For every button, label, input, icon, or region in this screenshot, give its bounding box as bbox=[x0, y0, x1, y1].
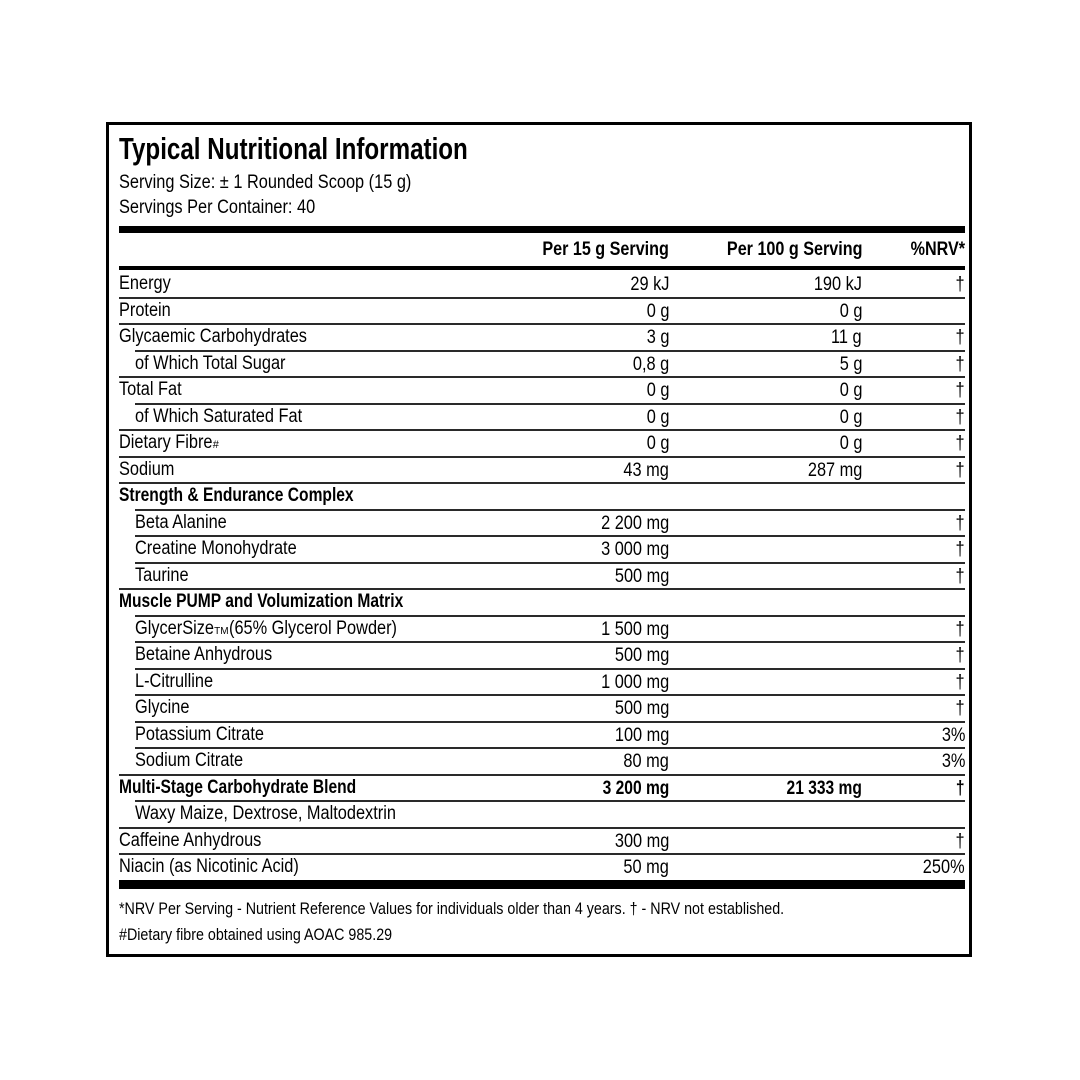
row-label bbox=[119, 776, 368, 800]
value-per-100g bbox=[662, 829, 862, 855]
value-per-serving bbox=[449, 776, 669, 802]
value-nrv-text: † bbox=[955, 512, 965, 534]
value-per-serving bbox=[449, 855, 669, 881]
row-label bbox=[135, 564, 188, 588]
column-header-per-serving bbox=[449, 233, 669, 266]
value-per-serving bbox=[449, 299, 669, 325]
value-nrv bbox=[865, 723, 965, 749]
value-per-100g bbox=[662, 431, 862, 457]
table-row bbox=[119, 350, 965, 377]
table-section-row bbox=[119, 774, 965, 801]
table-row bbox=[119, 297, 965, 324]
column-header-nrv-text: %NRV* bbox=[910, 239, 965, 260]
serving-size bbox=[119, 172, 459, 194]
value-per-100g bbox=[662, 670, 862, 696]
bottom-thick-rule bbox=[119, 880, 965, 889]
value-nrv bbox=[865, 749, 965, 775]
row-label bbox=[119, 590, 417, 614]
value-per-100g-text: 0 g bbox=[839, 380, 862, 401]
value-per-100g bbox=[662, 405, 862, 431]
value-per-serving bbox=[449, 670, 669, 696]
value-nrv bbox=[865, 696, 965, 722]
row-label bbox=[119, 431, 219, 457]
value-per-100g bbox=[662, 776, 862, 802]
value-per-serving-text: 2 200 mg bbox=[600, 512, 669, 534]
panel-title-text: Typical Nutritional Information bbox=[119, 131, 468, 166]
row-label-text: L-Citrulline bbox=[135, 670, 214, 692]
value-nrv bbox=[865, 272, 965, 298]
value-nrv-text: † bbox=[955, 645, 965, 666]
value-nrv-text: † bbox=[955, 274, 965, 295]
value-per-serving-text: 80 mg bbox=[623, 751, 669, 772]
row-label-text: Glycine bbox=[135, 697, 190, 718]
value-nrv bbox=[865, 352, 965, 378]
value-nrv bbox=[865, 564, 965, 590]
value-per-100g bbox=[662, 617, 862, 643]
value-per-serving bbox=[449, 352, 669, 378]
value-per-serving bbox=[449, 458, 669, 484]
panel-title bbox=[119, 131, 566, 167]
footnote-fibre-text: #Dietary fibre obtained using AOAC 985.29 bbox=[119, 925, 393, 944]
value-per-serving bbox=[449, 325, 669, 351]
value-nrv bbox=[865, 325, 965, 351]
value-nrv bbox=[865, 829, 965, 855]
value-nrv-text: † bbox=[955, 539, 965, 560]
value-nrv-text: 3% bbox=[941, 751, 965, 772]
value-nrv-text: † bbox=[955, 406, 965, 428]
row-label bbox=[135, 670, 213, 694]
trademark-mark: TM bbox=[214, 625, 229, 637]
row-label-text: Sodium Citrate bbox=[135, 750, 244, 771]
value-per-serving bbox=[449, 829, 669, 855]
footnote-nrv bbox=[119, 898, 911, 920]
row-label bbox=[135, 537, 297, 561]
row-label-text: Potassium Citrate bbox=[135, 723, 264, 745]
column-header-nrv bbox=[865, 233, 965, 266]
value-per-100g-text: 287 mg bbox=[807, 459, 862, 481]
row-label bbox=[135, 511, 227, 535]
value-nrv bbox=[865, 590, 965, 616]
value-nrv-text: † bbox=[955, 830, 965, 852]
row-label-text: Glycaemic Carbohydrates bbox=[119, 326, 307, 347]
row-label-text: Waxy Maize, Dextrose, Maltodextrin bbox=[135, 803, 396, 824]
table-row bbox=[119, 403, 965, 430]
value-per-100g-text: 0 g bbox=[839, 300, 862, 322]
row-label bbox=[119, 299, 171, 323]
value-per-serving-text: 1 000 mg bbox=[600, 671, 669, 693]
column-header-per-100g-text: Per 100 g Serving bbox=[726, 239, 862, 260]
value-nrv-text: † bbox=[955, 353, 965, 375]
value-per-serving bbox=[449, 431, 669, 457]
value-nrv bbox=[865, 484, 965, 510]
row-label bbox=[119, 325, 307, 349]
table-row bbox=[119, 323, 965, 350]
value-nrv bbox=[865, 431, 965, 457]
value-per-100g bbox=[662, 696, 862, 722]
table-row bbox=[119, 694, 965, 721]
row-label bbox=[135, 617, 396, 644]
value-per-100g bbox=[662, 590, 862, 616]
value-nrv-text: † bbox=[955, 433, 965, 454]
row-label-text: of Which Total Sugar bbox=[135, 352, 286, 374]
value-per-serving bbox=[449, 749, 669, 775]
servings-per-container-text: Servings Per Container: 40 bbox=[119, 197, 316, 218]
row-label bbox=[119, 458, 174, 482]
table-section-row bbox=[119, 588, 965, 615]
value-per-serving bbox=[449, 643, 669, 669]
value-per-serving bbox=[449, 564, 669, 590]
value-nrv bbox=[865, 511, 965, 537]
value-per-100g bbox=[662, 484, 862, 510]
top-thick-rule bbox=[119, 226, 965, 233]
value-per-serving-text: 100 mg bbox=[614, 724, 669, 746]
value-per-serving-text: 0,8 g bbox=[632, 353, 669, 375]
value-nrv-text: † bbox=[955, 618, 965, 640]
value-per-serving bbox=[449, 511, 669, 537]
serving-size-text: Serving Size: ± 1 Rounded Scoop (15 g) bbox=[119, 172, 412, 193]
value-per-100g bbox=[662, 299, 862, 325]
row-label-text: Sodium bbox=[119, 458, 175, 480]
row-label bbox=[135, 643, 273, 667]
value-nrv bbox=[865, 537, 965, 563]
value-per-100g-text: 5 g bbox=[839, 353, 862, 375]
table-section-row bbox=[119, 482, 965, 509]
table-row bbox=[119, 827, 965, 854]
row-label bbox=[135, 405, 302, 429]
row-label-text: Caffeine Anhydrous bbox=[119, 829, 262, 851]
value-per-serving-text: 29 kJ bbox=[629, 274, 669, 295]
value-per-100g bbox=[662, 564, 862, 590]
value-nrv-text: † bbox=[955, 380, 965, 401]
table-row bbox=[119, 429, 965, 456]
value-per-100g bbox=[662, 352, 862, 378]
value-per-100g bbox=[662, 855, 862, 881]
value-per-serving-text: 3 200 mg bbox=[602, 777, 669, 799]
table-row bbox=[119, 800, 965, 827]
row-label-text: Creatine Monohydrate bbox=[135, 538, 297, 559]
value-nrv-text: † bbox=[955, 565, 965, 587]
value-nrv-text: † bbox=[955, 327, 965, 348]
row-label-text: Dietary Fibre bbox=[119, 432, 213, 453]
value-nrv bbox=[865, 802, 965, 828]
value-per-serving bbox=[449, 802, 669, 828]
value-nrv bbox=[865, 670, 965, 696]
value-per-100g bbox=[662, 723, 862, 749]
value-per-100g bbox=[662, 802, 862, 828]
value-per-serving-text: 500 mg bbox=[614, 645, 669, 666]
value-per-serving-text: 1 500 mg bbox=[600, 618, 669, 640]
value-nrv-text: 3% bbox=[941, 724, 965, 746]
value-nrv bbox=[865, 617, 965, 643]
value-per-100g bbox=[662, 749, 862, 775]
table-row bbox=[119, 721, 965, 748]
value-nrv bbox=[865, 855, 965, 881]
table-row bbox=[119, 509, 965, 536]
value-per-100g bbox=[662, 272, 862, 298]
table-row bbox=[119, 853, 965, 880]
column-header-per-100g bbox=[662, 233, 862, 266]
value-per-serving-text: 0 g bbox=[646, 380, 669, 401]
table-row bbox=[119, 376, 965, 403]
value-per-serving bbox=[449, 272, 669, 298]
row-label bbox=[135, 749, 243, 773]
value-per-serving bbox=[449, 617, 669, 643]
row-label bbox=[119, 378, 182, 402]
value-per-100g-text: 11 g bbox=[831, 327, 862, 348]
value-nrv bbox=[865, 299, 965, 325]
value-nrv-text: † bbox=[955, 671, 965, 693]
value-per-serving bbox=[449, 405, 669, 431]
value-per-100g bbox=[662, 537, 862, 563]
value-per-serving-text: 0 g bbox=[646, 300, 669, 322]
table-row bbox=[119, 535, 965, 562]
row-label bbox=[135, 723, 264, 747]
nutrition-panel bbox=[106, 122, 972, 957]
row-label-text: Niacin (as Nicotinic Acid) bbox=[119, 856, 299, 877]
value-nrv bbox=[865, 458, 965, 484]
servings-per-container bbox=[119, 197, 347, 219]
value-nrv bbox=[865, 643, 965, 669]
row-label-text: Total Fat bbox=[119, 379, 182, 400]
footnote-nrv-text: *NRV Per Serving - Nutrient Reference Values for individuals older than 4 years. † - NRV not established. bbox=[119, 899, 785, 918]
value-nrv bbox=[865, 405, 965, 431]
value-per-serving-text: 43 mg bbox=[623, 459, 669, 481]
table-header bbox=[119, 233, 965, 266]
footnote-fibre bbox=[119, 924, 444, 946]
value-per-100g-text: 0 g bbox=[839, 433, 862, 454]
value-per-serving-text: 0 g bbox=[646, 406, 669, 428]
value-per-100g-text: 0 g bbox=[839, 406, 862, 428]
value-per-serving bbox=[449, 537, 669, 563]
row-label-text: Muscle PUMP and Volumization Matrix bbox=[119, 591, 404, 612]
row-label-rest: (65% Glycerol Powder) bbox=[228, 617, 397, 639]
value-per-serving-text: 0 g bbox=[646, 433, 669, 454]
row-label-text: Beta Alanine bbox=[135, 511, 227, 533]
value-per-serving-text: 500 mg bbox=[614, 565, 669, 587]
row-label bbox=[135, 696, 189, 720]
value-per-serving bbox=[449, 723, 669, 749]
value-per-serving bbox=[449, 484, 669, 510]
value-nrv-text: † bbox=[955, 459, 965, 481]
value-per-serving bbox=[449, 696, 669, 722]
row-label bbox=[135, 352, 286, 376]
value-nrv bbox=[865, 378, 965, 404]
value-per-100g bbox=[662, 458, 862, 484]
value-per-serving-text: 500 mg bbox=[614, 698, 669, 719]
value-nrv-text: † bbox=[955, 698, 965, 719]
row-label bbox=[119, 855, 299, 879]
row-label bbox=[119, 829, 262, 853]
table-row bbox=[119, 641, 965, 668]
value-per-serving-text: 3 000 mg bbox=[600, 539, 669, 560]
row-label bbox=[119, 484, 365, 508]
value-nrv-text: † bbox=[956, 777, 965, 799]
row-label-text: Multi-Stage Carbohydrate Blend bbox=[119, 776, 357, 798]
row-label bbox=[119, 272, 171, 296]
table-row bbox=[119, 668, 965, 695]
row-label-text: Strength & Endurance Complex bbox=[119, 485, 354, 506]
row-label-text: of Which Saturated Fat bbox=[135, 405, 303, 427]
table-row bbox=[119, 747, 965, 774]
value-per-100g-text: 21 333 mg bbox=[786, 777, 862, 799]
table-row bbox=[119, 562, 965, 589]
row-label-text: Betaine Anhydrous bbox=[135, 644, 273, 665]
value-per-serving bbox=[449, 378, 669, 404]
value-per-serving bbox=[449, 590, 669, 616]
column-header-per-serving-text: Per 15 g Serving bbox=[542, 239, 669, 260]
table-row bbox=[119, 615, 965, 642]
nutrition-table-body bbox=[119, 270, 965, 880]
value-per-100g bbox=[662, 511, 862, 537]
value-per-100g bbox=[662, 325, 862, 351]
value-per-serving-text: 300 mg bbox=[614, 830, 669, 852]
row-label bbox=[135, 802, 396, 826]
value-nrv bbox=[865, 776, 965, 802]
value-nrv-text: 250% bbox=[923, 857, 965, 878]
value-per-serving-text: 50 mg bbox=[623, 857, 669, 878]
row-label-text: Protein bbox=[119, 299, 171, 321]
table-row bbox=[119, 456, 965, 483]
value-per-100g bbox=[662, 643, 862, 669]
value-per-100g-text: 190 kJ bbox=[813, 274, 862, 295]
value-per-serving-text: 3 g bbox=[646, 327, 669, 348]
footnote-mark: # bbox=[212, 439, 219, 451]
row-label-text: Taurine bbox=[135, 564, 189, 586]
row-label-text: Energy bbox=[119, 273, 171, 294]
table-row bbox=[119, 270, 965, 297]
value-per-100g bbox=[662, 378, 862, 404]
row-label-text: GlycerSize bbox=[135, 617, 214, 639]
